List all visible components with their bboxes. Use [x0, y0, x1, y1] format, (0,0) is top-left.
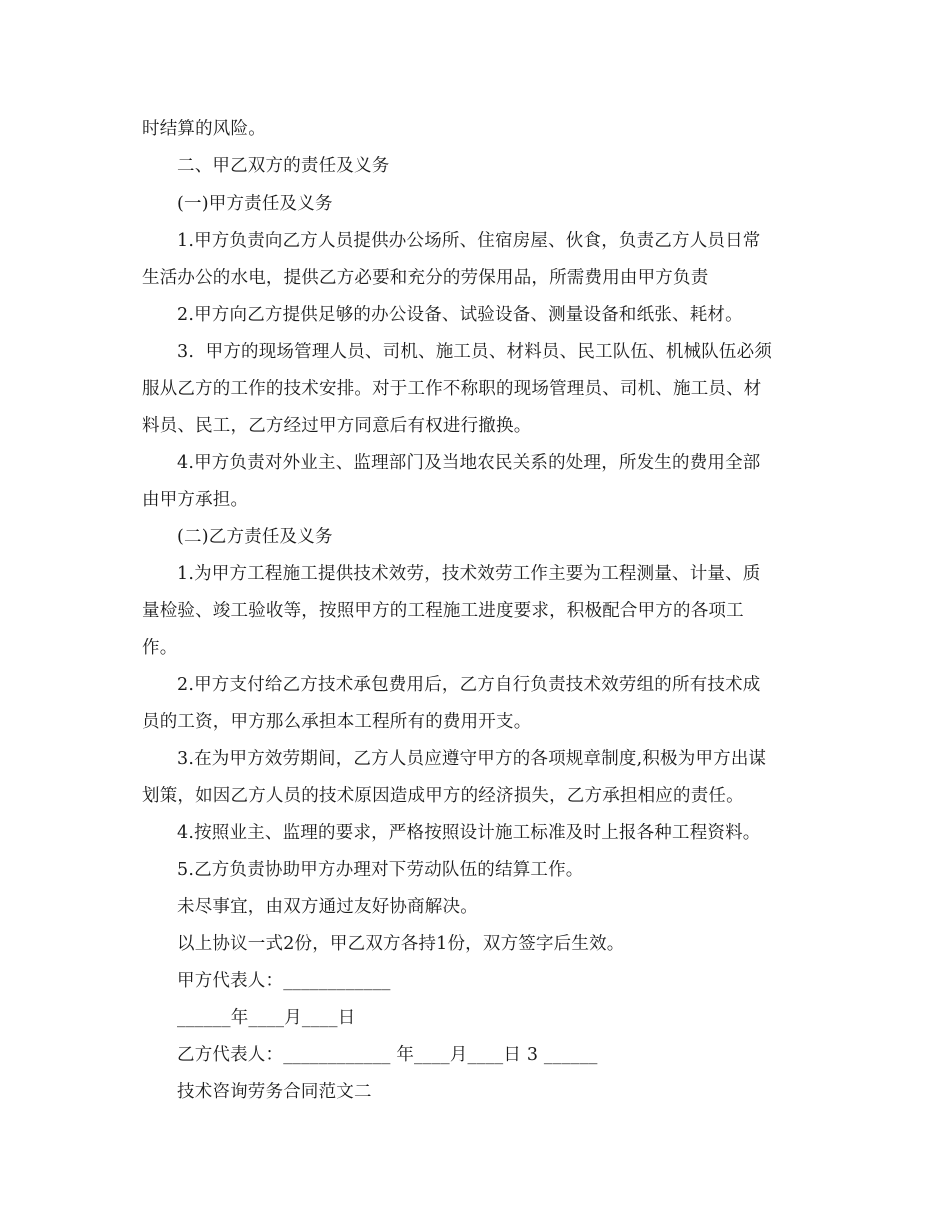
subsection-heading-party-a: (一)甲方责任及义务 — [177, 194, 333, 214]
line-21: 5.乙方负责协助甲方办理对下劳动队伍的结算工作。 — [177, 860, 584, 880]
line-5: 生活办公的水电，提供乙方必要和充分的劳保用品，所需费用由甲方负责 — [142, 268, 709, 288]
party-a-date-line: ______年____月____日 — [177, 1008, 356, 1028]
line-19: 划策，如因乙方人员的技术原因造成甲方的经济损失，乙方承担相应的责任。 — [142, 786, 744, 806]
line-17: 员的工资，甲方那么承担本工程所有的费用开支。 — [142, 712, 532, 732]
line-23: 以上协议一式2份，甲乙双方各持1份，双方签字后生效。 — [177, 934, 625, 954]
line-7: 3. 甲方的现场管理人员、司机、施工员、材料员、民工队伍、机械队伍必须 — [177, 342, 773, 362]
line-10: 4.甲方负责对外业主、监理部门及当地农民关系的处理，所发生的费用全部 — [177, 453, 761, 473]
line-22: 未尽事宜，由双方通过友好协商解决。 — [177, 897, 478, 917]
line-15: 作。 — [142, 638, 178, 658]
line-11: 由甲方承担。 — [142, 490, 249, 510]
line-8: 服从乙方的工作的技术安排。对于工作不称职的现场管理员、司机、施工员、材 — [142, 379, 762, 399]
section-heading-2: 二、甲乙双方的责任及义务 — [177, 156, 390, 176]
line-9: 料员、民工，乙方经过甲方同意后有权进行撤换。 — [142, 416, 532, 436]
line-6: 2.甲方向乙方提供足够的办公设备、试验设备、测量设备和纸张、耗材。 — [177, 305, 743, 325]
line-14: 量检验、竣工验收等，按照甲方的工程施工进度要求，积极配合甲方的各项工 — [142, 601, 744, 621]
line-4: 1.甲方负责向乙方人员提供办公场所、住宿房屋、伙食，负责乙方人员日常 — [177, 231, 761, 251]
line-16: 2.甲方支付给乙方技术承包费用后，乙方自行负责技术效劳组的所有技术成 — [177, 675, 761, 695]
line-20: 4.按照业主、监理的要求，严格按照设计施工标准及时上报各种工程资料。 — [177, 823, 761, 843]
line-1: 时结算的风险。 — [142, 119, 266, 139]
party-b-signature-line: 乙方代表人：____________ 年____月____日 3 ______ — [177, 1045, 598, 1065]
line-13: 1.为甲方工程施工提供技术效劳，技术效劳工作主要为工程测量、计量、质 — [177, 564, 761, 584]
subsection-heading-party-b: (二)乙方责任及义务 — [177, 527, 333, 547]
line-18: 3.在为甲方效劳期间，乙方人员应遵守甲方的各项规章制度,积极为甲方出谋 — [177, 749, 767, 769]
party-a-signature-line: 甲方代表人：____________ — [177, 971, 391, 991]
next-document-title: 技术咨询劳务合同范文二 — [177, 1082, 372, 1102]
